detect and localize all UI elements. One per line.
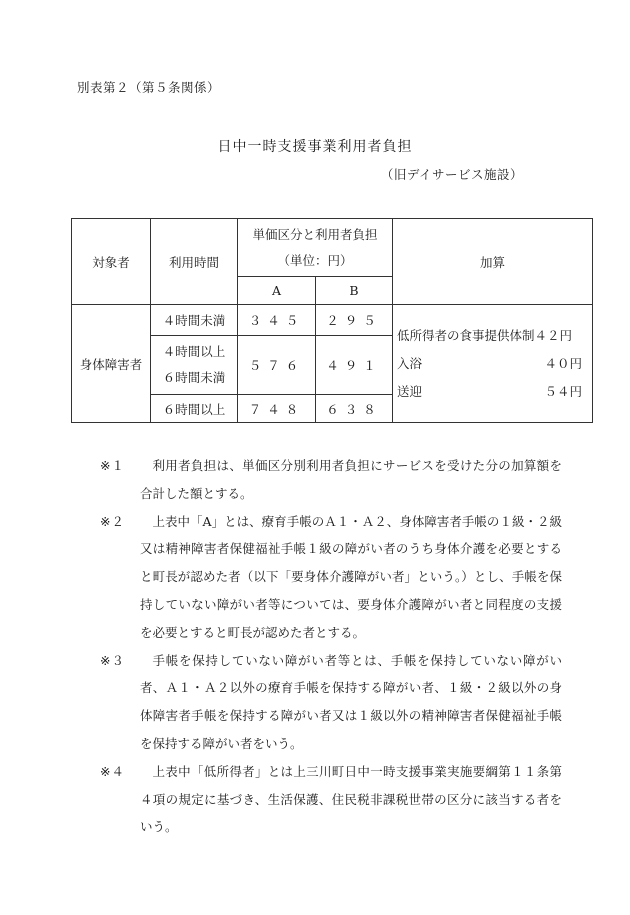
fee-table <box>71 218 593 423</box>
header-time: 利用時間 <box>151 219 238 305</box>
header-unit <box>238 219 393 277</box>
note-item <box>100 647 562 758</box>
addition-item <box>397 322 582 350</box>
header-addition: 加算 <box>393 219 593 305</box>
note-text: 手帳を保持していない障がい者等とは、手帳を保持していない障がい者、Ａ１・Ａ２以外の療育手帳を保持する障がい者、１級・２級以外の身体障害者手帳を保持する障がい者又は１級以外の精神障害者保健福祉手帳を保持する障がい者をいう。 <box>140 652 562 751</box>
document-subtitle: （旧デイサービス施設） <box>380 167 523 182</box>
header-target: 対象者 <box>72 219 151 305</box>
addition-value: ４０円 <box>544 355 583 371</box>
price-a-cell: ５７６ <box>238 336 316 395</box>
price-b-cell: ６３８ <box>316 395 393 423</box>
note-mark: ※４ <box>100 763 125 779</box>
header-col-a: A <box>238 277 316 305</box>
addition-item <box>397 350 582 378</box>
price-b-cell: ４９１ <box>316 336 393 395</box>
document-title: 日中一時支援事業利用者負担 <box>217 139 413 155</box>
time-cell: ４時間未満 <box>151 305 238 336</box>
addition-label: 入浴 <box>397 355 423 371</box>
annex-heading: 別表第２（第５条関係） <box>77 80 221 95</box>
price-b-cell: ２９５ <box>316 305 393 336</box>
addition-item <box>397 378 582 406</box>
price-a-cell: ７４８ <box>238 395 316 423</box>
note-text: 上表中「低所得者」とは上三川町日中一時支援事業実施要綱第１１条第４項の規定に基づき、生活保護、住民税非課税世帯の区分に該当する者をいう。 <box>140 763 562 835</box>
note-mark: ※３ <box>100 652 125 668</box>
notes-section <box>100 452 562 841</box>
time-cell: ６時間以上 <box>151 395 238 423</box>
note-item <box>100 508 562 647</box>
addition-value: ５４円 <box>544 383 583 399</box>
header-unit-line1: 単価区分と利用者負担 <box>252 226 378 242</box>
header-col-b: B <box>316 277 393 305</box>
note-item <box>100 452 562 508</box>
target-cell: 身体障害者 <box>72 305 151 423</box>
time-line1: ４時間以上 <box>162 344 226 359</box>
note-item <box>100 758 562 841</box>
addition-cell <box>393 305 593 423</box>
note-mark: ※１ <box>100 458 125 473</box>
header-unit-line2: （単位：円） <box>277 252 353 268</box>
note-text: 利用者負担は、単価区分別利用者負担にサービスを受けた分の加算額を合計した額とする。 <box>140 458 562 501</box>
addition-label: 送迎 <box>397 383 423 399</box>
note-mark: ※２ <box>100 513 125 529</box>
time-cell <box>151 336 238 395</box>
time-line2: ６時間未満 <box>162 370 226 385</box>
price-a-cell: ３４５ <box>238 305 316 336</box>
addition-label: 低所得者の食事提供体制４２円 <box>397 327 573 343</box>
note-text: 上表中「A」とは、療育手帳のＡ１・Ａ２、身体障害者手帳の１級・２級又は精神障害者保健福祉手帳１級の障がい者のうち身体介護を必要とすると町長が認めた者（以下「要身体介護障がい者」という。）とし、手帳を保持していない障がい者等については、要身体介護障がい者と同程度の支援を必要とすると町長が認めた者とする。 <box>140 513 562 640</box>
